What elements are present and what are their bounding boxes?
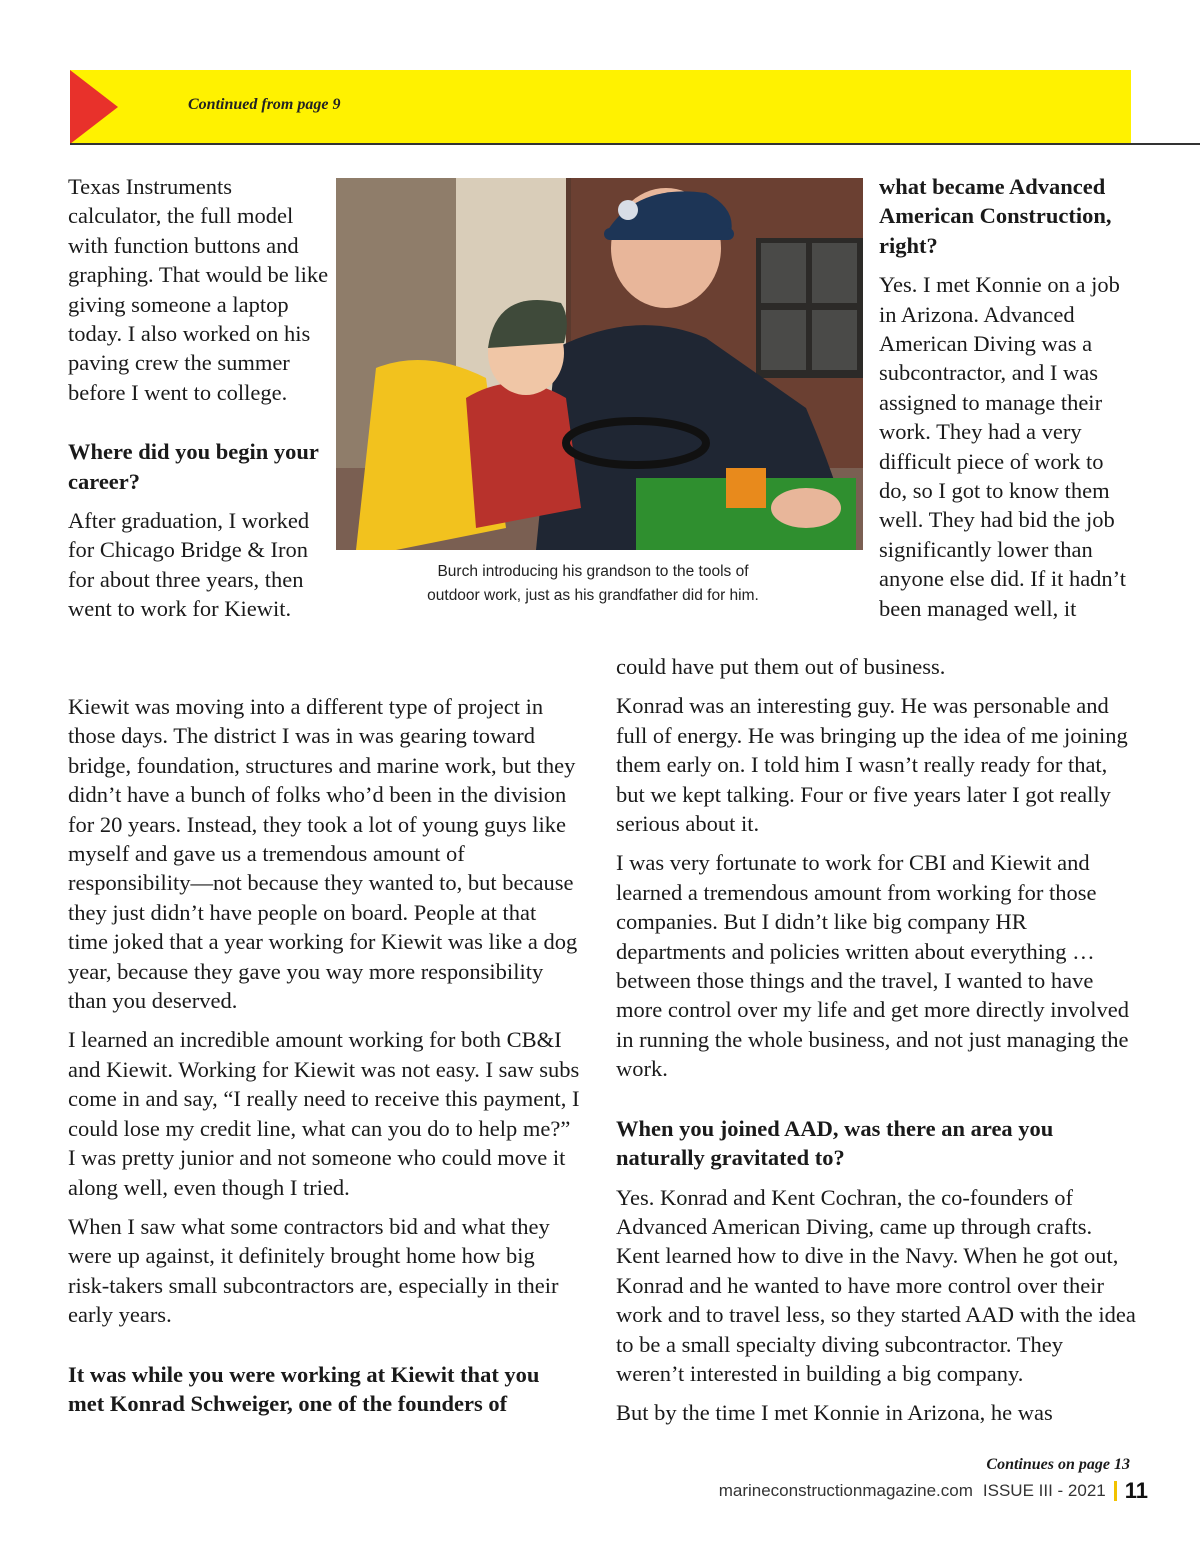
question-heading: It was while you were working at Kiewit that you met Konrad Schweiger, one of the founders of	[68, 1361, 540, 1416]
question-heading: what became Advanced American Construction, right?	[879, 174, 1112, 258]
paragraph: Kiewit was moving into a different type of project in those days. The district I was in was gearing toward bridge, foundation, structures and marine work, but they didn’t have a bunch of folks who’d been in the division for 20 years. Instead, they took a lot of young guys like myself and gave us a tremendous amount of responsibility—not because they wanted to, but because they just didn’t have people on board. People at that time joked that a year working for Kiewit was like a dog year, because they gave you way more responsibility than you deserved.	[68, 694, 578, 1014]
paragraph: But by the time I met Konnie in Arizona, he was	[616, 1400, 1053, 1426]
paragraph: could have put them out of business.	[616, 654, 946, 679]
paragraph: When I saw what some contractors bid and what they were up against, it definitely brought home how big risk-takers small subcontractors are, especially in their early years.	[68, 1213, 559, 1328]
continued-from-label: Continued from page 9	[188, 96, 341, 113]
paragraph: I was very fortunate to work for CBI and Kiewit and learned a tremendous amount from working for those companies. But I didn’t like big company HR departments and policies written about everything … between those things and the travel, I wanted to have more control over my life and get more directly involved in running the whole business, and not just managing the work.	[616, 850, 1129, 1082]
paragraph: After graduation, I worked for Chicago Bridge & Iron for about three years, then went to work for Kiewit.	[68, 508, 310, 622]
banner-arrow-icon	[70, 70, 118, 144]
paragraph: Konrad was an interesting guy. He was personable and full of energy. He was bringing up the idea of me joining them early on. I told him I wasn’t really ready for that, but we kept talking. Four or five years later I got really serious about it.	[616, 693, 1128, 837]
paragraph: Texas Instruments calculator, the full model with function buttons and graphing. That would be like giving someone a laptop today. I also worked on his paving crew the summer before I went to college.	[68, 174, 329, 405]
paragraph: Yes. Konrad and Kent Cochran, the co-founders of Advanced American Diving, came up through crafts. Kent learned how to dive in the Navy. When he got out, Konrad and he wanted to have more control over their work and to travel less, so they started AAD with the idea to be a small specialty diving subcontractor. They weren’t interested in building a big company.	[616, 1184, 1136, 1386]
paragraph: Yes. I met Konnie on a job in Arizona. Advanced American Diving was a subcontractor, and I was assigned to manage their work. They had a very difficult piece of work to do, so I got to know them well. They had bid the job significantly lower than anyone else did. If it hadn’t been managed well, it	[879, 272, 1127, 621]
photo-caption	[360, 560, 826, 608]
footer-divider	[1114, 1481, 1117, 1501]
column-3-top	[879, 172, 1133, 633]
caption-line: Burch introducing his grandson to the tools of	[437, 563, 749, 580]
column-1-bottom	[68, 692, 580, 1428]
issue-label: ISSUE III - 2021	[982, 1481, 1106, 1500]
question-heading: Where did you begin your career?	[68, 439, 319, 494]
page-footer	[719, 1478, 1148, 1504]
caption-line: outdoor work, just as his grandfather did for him.	[427, 587, 759, 604]
page-number: 11	[1124, 1478, 1148, 1503]
paragraph: I learned an incredible amount working for both CB&I and Kiewit. Working for Kiewit was not easy. I saw subs come in and say, “I really need to receive this payment, I could lose my credit line, what can you do to help me?” I was pretty junior and not someone who could move it along well, even though I tried.	[68, 1027, 580, 1200]
column-2-bottom	[616, 652, 1136, 1438]
continues-label: Continues on page 13	[986, 1456, 1130, 1473]
website-url: marineconstructionmagazine.com	[718, 1481, 973, 1500]
header-rule	[70, 143, 1200, 145]
column-1-top	[68, 172, 330, 634]
question-heading: When you joined AAD, was there an area you naturally gravitated to?	[616, 1115, 1054, 1171]
photo-grandfather-grandson	[336, 178, 863, 550]
